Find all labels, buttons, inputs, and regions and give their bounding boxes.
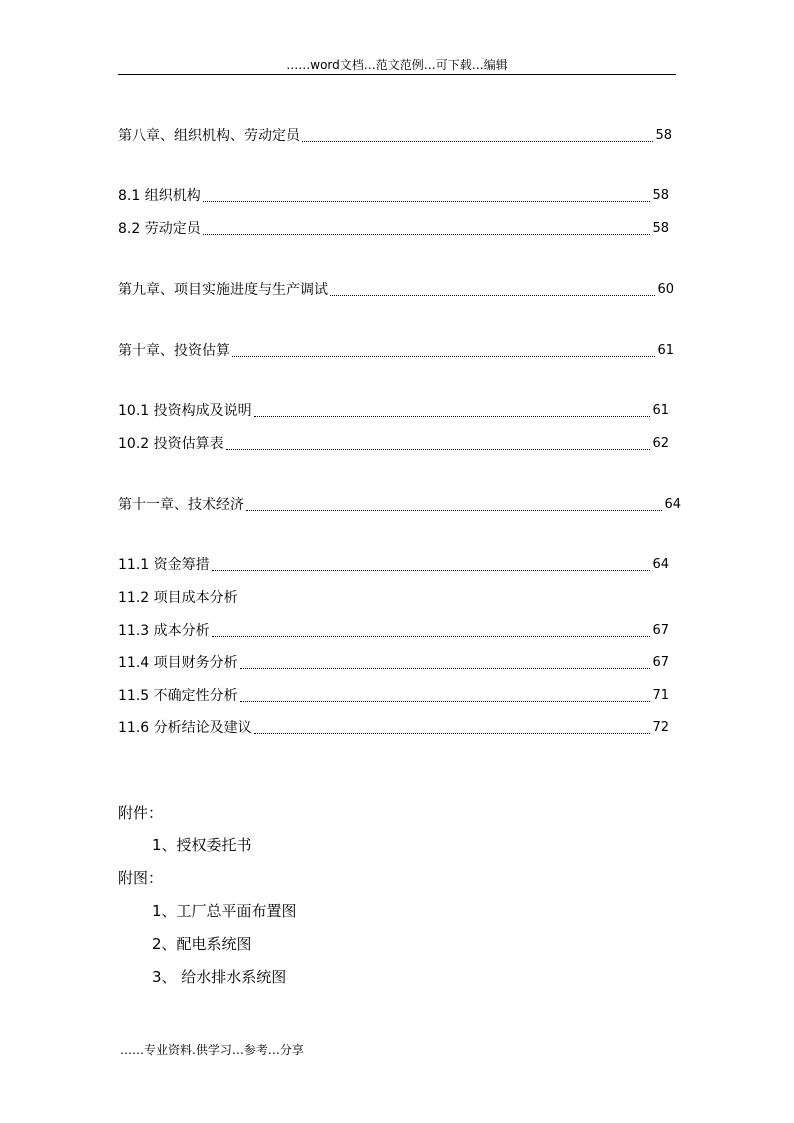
toc-entry-label: 第十一章、技术经济: [118, 497, 244, 513]
toc-leader-dots: [226, 449, 651, 450]
toc-page-number: 71: [652, 688, 669, 703]
toc-leader-dots: [203, 201, 651, 202]
toc-leader-dots: [232, 356, 655, 357]
toc-page-number: 61: [657, 343, 674, 358]
toc-entry-8-1[interactable]: [118, 186, 669, 206]
toc-page-number: 61: [652, 403, 669, 418]
toc-entry-label: 第九章、项目实施进度与生产调试: [118, 282, 328, 298]
toc-entry-label: 11.5 不确定性分析: [118, 688, 238, 704]
page-footer: ……专业资料.供学习…参考…分享: [120, 1043, 304, 1057]
page-header: ……word文档…范文范例…可下载…编辑: [286, 58, 508, 72]
toc-page-number: 67: [652, 623, 669, 638]
drawing-item: 2、配电系统图: [152, 935, 252, 953]
toc-leader-dots: [240, 668, 651, 669]
toc-leader-dots: [203, 234, 651, 235]
toc-entry-11-4[interactable]: [118, 653, 669, 673]
toc-entry-label: 11.3 成本分析: [118, 623, 210, 639]
toc-page-number: 64: [652, 557, 669, 572]
attachment-item: 1、授权委托书: [152, 836, 252, 854]
toc-entry-11-6[interactable]: [118, 718, 669, 738]
toc-entry-label: 10.1 投资构成及说明: [118, 403, 252, 419]
toc-leader-dots: [212, 636, 651, 637]
toc-entry-label: 11.1 资金筹措: [118, 557, 210, 573]
toc-entry-chapter-10[interactable]: [118, 341, 674, 361]
toc-entry-11-2[interactable]: [118, 588, 238, 608]
toc-page-number: 58: [652, 188, 669, 203]
toc-entry-label: 8.1 组织机构: [118, 188, 201, 204]
toc-leader-dots: [212, 570, 651, 571]
toc-leader-dots: [330, 295, 655, 296]
toc-page-number: 60: [657, 282, 674, 297]
toc-entry-label: 11.6 分析结论及建议: [118, 720, 252, 736]
toc-entry-10-2[interactable]: [118, 434, 669, 454]
toc-leader-dots: [254, 733, 651, 734]
toc-leader-dots: [302, 141, 653, 142]
toc-page-number: 62: [652, 436, 669, 451]
toc-entry-label: 10.2 投资估算表: [118, 436, 224, 452]
toc-entry-chapter-11[interactable]: [118, 495, 681, 515]
header-rule: [118, 74, 676, 75]
toc-entry-11-1[interactable]: [118, 555, 669, 575]
toc-entry-chapter-9[interactable]: [118, 280, 674, 300]
toc-entry-label: 11.4 项目财务分析: [118, 655, 238, 671]
toc-page-number: 72: [652, 720, 669, 735]
toc-entry-11-3[interactable]: [118, 621, 669, 641]
toc-page-number: 67: [652, 655, 669, 670]
toc-leader-dots: [246, 510, 662, 511]
drawing-item: 3、 给水排水系统图: [152, 968, 287, 986]
toc-entry-label: 8.2 劳动定员: [118, 221, 201, 237]
toc-entry-label: 第八章、组织机构、劳动定员: [118, 128, 300, 144]
toc-leader-dots: [240, 701, 651, 702]
attachments-heading: 附件：: [118, 804, 164, 822]
toc-page-number: 58: [652, 221, 669, 236]
toc-entry-chapter-8[interactable]: [118, 126, 672, 146]
toc-page-number: 64: [664, 497, 681, 512]
toc-entry-8-2[interactable]: [118, 219, 669, 239]
toc-entry-11-5[interactable]: [118, 686, 669, 706]
toc-entry-label: 第十章、投资估算: [118, 343, 230, 359]
toc-leader-dots: [254, 416, 651, 417]
toc-entry-10-1[interactable]: [118, 401, 669, 421]
drawings-heading: 附图：: [118, 869, 164, 887]
drawing-item: 1、工厂总平面布置图: [152, 902, 297, 920]
toc-entry-label: 11.2 项目成本分析: [118, 590, 238, 606]
toc-page-number: 58: [655, 128, 672, 143]
